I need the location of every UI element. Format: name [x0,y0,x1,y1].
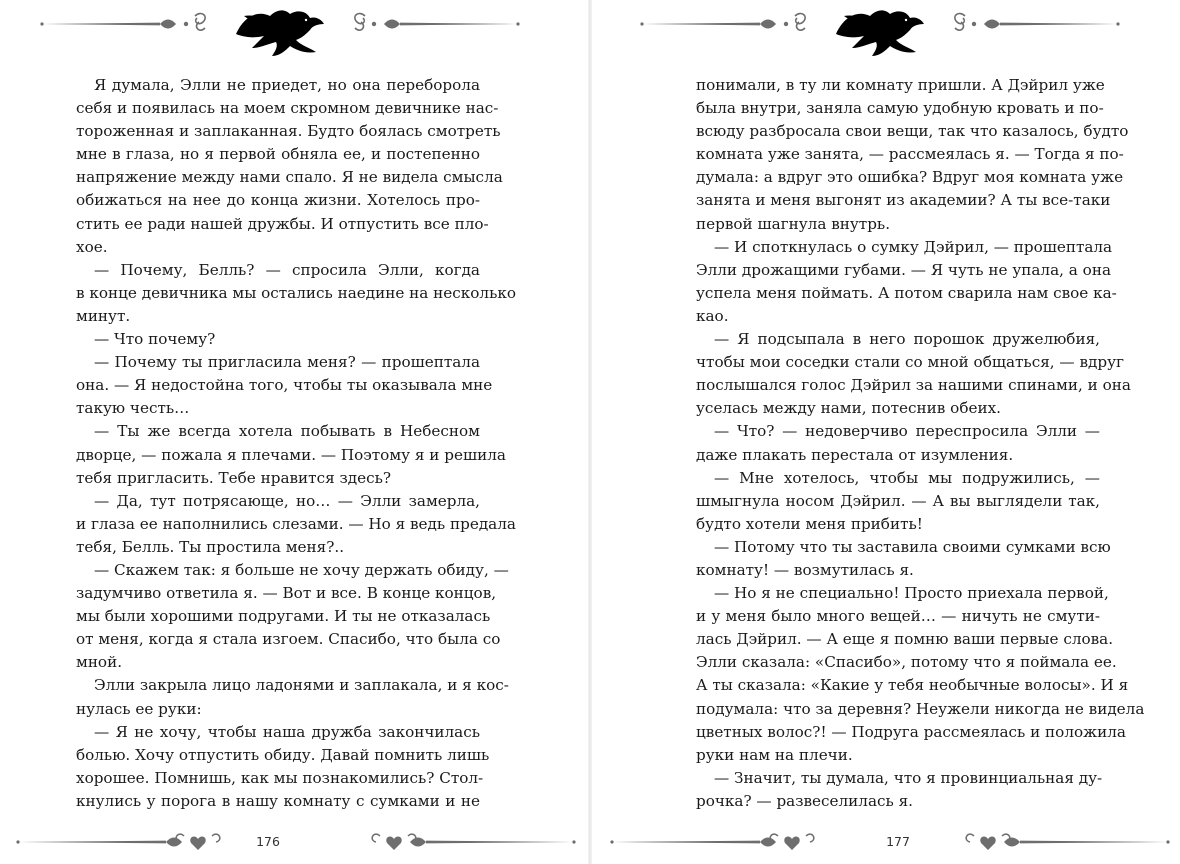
text-line: болью. Хочу отпустить обиду. Давай помнить лишь [76,745,490,764]
text-line: успела меня поймать. А потом сварила нам свое ка- [696,283,1117,302]
page-number: 177 [886,834,910,849]
text-line: — Скажем так: я больше не хочу держать обиду, — [94,560,509,579]
text-line: понимали, в ту ли комнату пришли. А Дэйрил уже [696,76,1105,94]
text-line: — Да, тут потрясающе, но… — Элли замерла, [94,491,480,510]
text-line: тебя пригласить. Тебе нравится здесь? [76,468,392,487]
text-line: думала: а вдруг это ошибка? Вдруг моя комната уже [696,168,1124,187]
text-line: А ты сказала: «Какие у тебя необычные волосы». И я [696,676,1129,695]
text-line: — Значит, ты думала, что я провинциальная ду- [714,768,1103,787]
text-line: от меня, когда я стала изгоем. Спасибо, что была со [76,630,501,649]
text-line: — Я не хочу, чтобы наша дружба закончилась [94,722,480,741]
text-line: — Я подсыпала в него порошок дружелюбия, [714,330,1100,349]
text-line: цветных волос?! — Подруга рассмеялась и положила [696,722,1126,741]
text-line: была внутри, заняла самую удобную кровать и по- [696,99,1104,118]
text-line: — Почему, Белль? — спросила Элли, когда [94,260,480,279]
text-line: послышался голос Дэйрил за нашими спинами, и она [696,376,1131,395]
text-line: Элли закрыла лицо ладонями и заплакала, и я кос- [94,676,509,695]
text-line: — Что? — недоверчиво переспросила Элли — [714,422,1100,441]
text-line: дворце, — пожала я плечами. — Поэтому я и решила [76,445,506,464]
text-line: — Что почему? [94,330,216,349]
text-line: — Но я не специально! Просто приехала первой, [714,584,1109,603]
text-line: Элли сказала: «Спасибо», потому что я поймала ее. [696,653,1117,672]
text-line: мной. [76,653,123,672]
text-line: и у меня было много вещей… — ничуть не смути- [696,607,1100,626]
text-line: стить ее ради нашей дружбы. И отпустить все пло- [76,214,489,233]
header-dragon-ornament [640,4,1120,60]
text-line: даже плакать перестала от изумления. [696,445,1014,464]
text-line: Я думала, Элли не приедет, но она переборола [94,76,480,94]
text-line: као. [696,306,729,325]
text-line: занята и меня выгонят из академии? А ты все-таки [696,191,1111,210]
text-line: руки нам на плечи. [696,745,853,764]
text-line: первой шагнула внутрь. [696,214,891,233]
text-line: хое. [76,237,108,256]
header-dragon-ornament [40,4,520,60]
text-line: — Почему ты пригласила меня? — прошептала [94,353,480,372]
right-page-body-text [696,74,1145,813]
right-page [590,0,1180,864]
text-line: чтобы мои соседки стали со мной общаться, — вдруг [696,353,1124,372]
text-line: и глаза ее наполнились слезами. — Но я ведь предала [76,514,516,533]
text-line: комнату! — возмутилась я. [696,560,914,579]
text-line: — Потому что ты заставила своими сумками всю [714,537,1111,556]
text-line: — Ты же всегда хотела побывать в Небесном [94,422,480,441]
page-number: 176 [256,834,280,849]
text-line: мы были хорошими подругами. И ты не отказалась [76,607,491,626]
text-line: рочка? — развеселилась я. [696,791,914,810]
text-line: уселась между нами, потеснив обеих. [696,399,1001,418]
text-line: себя и появилась на моем скромном девичнике нас- [76,99,499,118]
text-line: лась Дэйрил. — А еще я помню ваши первые слова. [696,630,1114,649]
text-line: — Мне хотелось, чтобы мы подружились, — [714,468,1100,487]
text-line: хорошее. Помнишь, как мы познакомились? Стол- [76,768,484,787]
left-page-body-text [76,74,516,813]
text-line: такую честь… [76,399,190,418]
text-line: минут. [76,306,131,325]
text-line: она. — Я недостойна того, чтобы ты оказывала мне [76,376,493,395]
text-line: в конце девичника мы остались наедине на несколько [76,283,516,302]
text-line: комната уже занята, — рассмеялась я. — Тогда я по- [696,145,1124,164]
text-line: подумала: что за деревня? Неужели никогда не видела [696,699,1145,718]
text-line: всюду разбросала свои вещи, так что казалось, будто [696,122,1129,141]
text-line: задумчиво ответила я. — Вот и все. В конце концов, [76,584,497,603]
text-line: тебя, Белль. Ты простила меня?.. [76,537,345,556]
text-line: напряжение между нами спало. Я не видела смысла [76,168,503,187]
text-line: обижаться на нее до конца жизни. Хотелось про- [76,191,480,210]
text-line: — И споткнулась о сумку Дэйрил, — прошептала [714,237,1113,256]
text-line: нулась ее руки: [76,699,202,718]
text-line: кнулись у порога в нашу комнату с сумками и не [76,791,480,810]
text-line: будто хотели меня прибить! [696,514,923,533]
text-line: мне в глаза, но я первой обняла ее, и постепенно [76,145,480,164]
text-line: тороженная и заплаканная. Будто боялась смотреть [76,122,501,141]
text-line: шмыгнула носом Дэйрил. — А вы выглядели так, [696,491,1100,510]
text-line: Элли дрожащими губами. — Я чуть не упала, а она [696,260,1111,279]
